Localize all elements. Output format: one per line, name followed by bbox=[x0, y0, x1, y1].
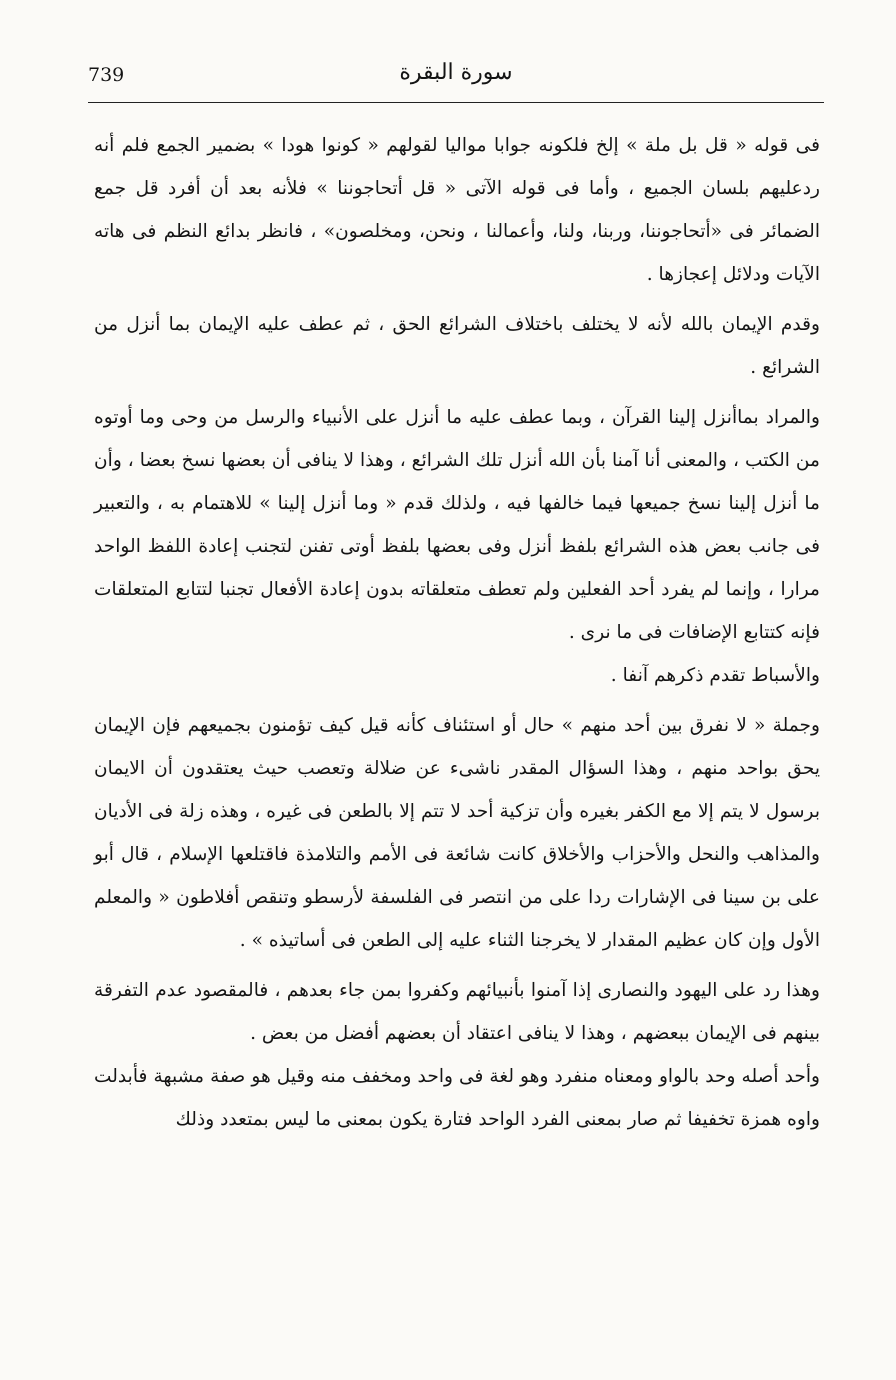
paragraph: والمراد بماأنزل إلينا القرآن ، وبما عطف عليه ما أنزل على الأنبياء والرسل من وحى وما أوتوه من الكتب ، والمعنى أنا آمنا بأن الله أنزل تلك الشرائع ، وهذا لا ينافى أن بعضها نسخ بعضا ، وأن ما أنزل إلينا نسخ جميعها فيما خالفها فيه ، ولذلك قدم « وما أنزل إلينا » للاهتمام به ، والتعبير فى جانب بعض هذه الشرائع بلفظ أنزل وفى بعضها بلفظ أوتى تفنن لتجنب إعادة اللفظ الواحد مرارا ، وإنما لم يفرد أحد الفعلين ولم تعطف متعلقاته بدون إعادة الأفعال تجنبا لتتابع المتعلقات فإنه كتتابع الإضافات فى ما نرى . bbox=[94, 407, 820, 643]
body-text bbox=[94, 124, 820, 1141]
paragraph: وجملة « لا نفرق بين أحد منهم » حال أو استئناف كأنه قيل كيف تؤمنون بجميعهم فإن الإيمان يحق بواحد منهم ، وهذا السؤال المقدر ناشىء عن ضلالة وتعصب حيث يعتقدون أن الايمان برسول لا يتم إلا مع الكفر بغيره وأن تزكية أحد لا تتم إلا بالطعن فى غيره ، وهذه زلة فى الأديان والمذاهب والنحل والأحزاب والأخلاق كانت شائعة فى الأمم والتلامذة فاقتلعها الإسلام ، قال أبو على بن سينا فى الإشارات ردا على من انتصر فى الفلسفة لأرسطو وتنقص أفلاطون « والمعلم الأول وإن كان عظيم المقدار لا يخرجنا الثناء عليه إلى الطعن فى أساتيذه » . bbox=[94, 715, 821, 951]
paragraph: والأسباط تقدم ذكرهم آنفا . bbox=[610, 665, 820, 686]
paragraph: فى قوله « قل بل ملة » إلخ فلكونه جوابا مواليا لقولهم « كونوا هودا » بضمير الجمع فلم أنه ردعليهم بلسان الجميع ، وأما فى قوله الآتى « قل أتحاجوننا » فلأنه بعد أن أفرد قل جمع الضمائر فى «أتحاجوننا، وربنا، ولنا، وأعمالنا ، ونحن، ومخلصون» ، فانظر بدائع النظم فى هاته الآيات ودلائل إعجازها . bbox=[94, 135, 820, 285]
surah-title: سورة البقرة bbox=[399, 60, 513, 85]
page-number: 739 bbox=[88, 64, 125, 86]
paragraph: وقدم الإيمان بالله لأنه لا يختلف باختلاف الشرائع الحق ، ثم عطف عليه الإيمان بما أنزل من الشرائع . bbox=[94, 314, 820, 378]
paragraph: وهذا رد على اليهود والنصارى إذا آمنوا بأنبيائهم وكفروا بمن جاء بعدهم ، فالمقصود عدم التفرقة بينهم فى الإيمان ببعضهم ، وهذا لا ينافى اعتقاد أن بعضهم أفضل من بعض . bbox=[94, 980, 820, 1044]
page-header bbox=[88, 58, 824, 103]
paragraph: وأحد أصله وحد بالواو ومعناه منفرد وهو لغة فى واحد ومخفف منه وقيل هو صفة مشبهة فأبدلت واوه همزة تخفيفا ثم صار بمعنى الفرد الواحد فتارة يكون بمعنى ما ليس بمتعدد وذلك bbox=[94, 1066, 820, 1130]
